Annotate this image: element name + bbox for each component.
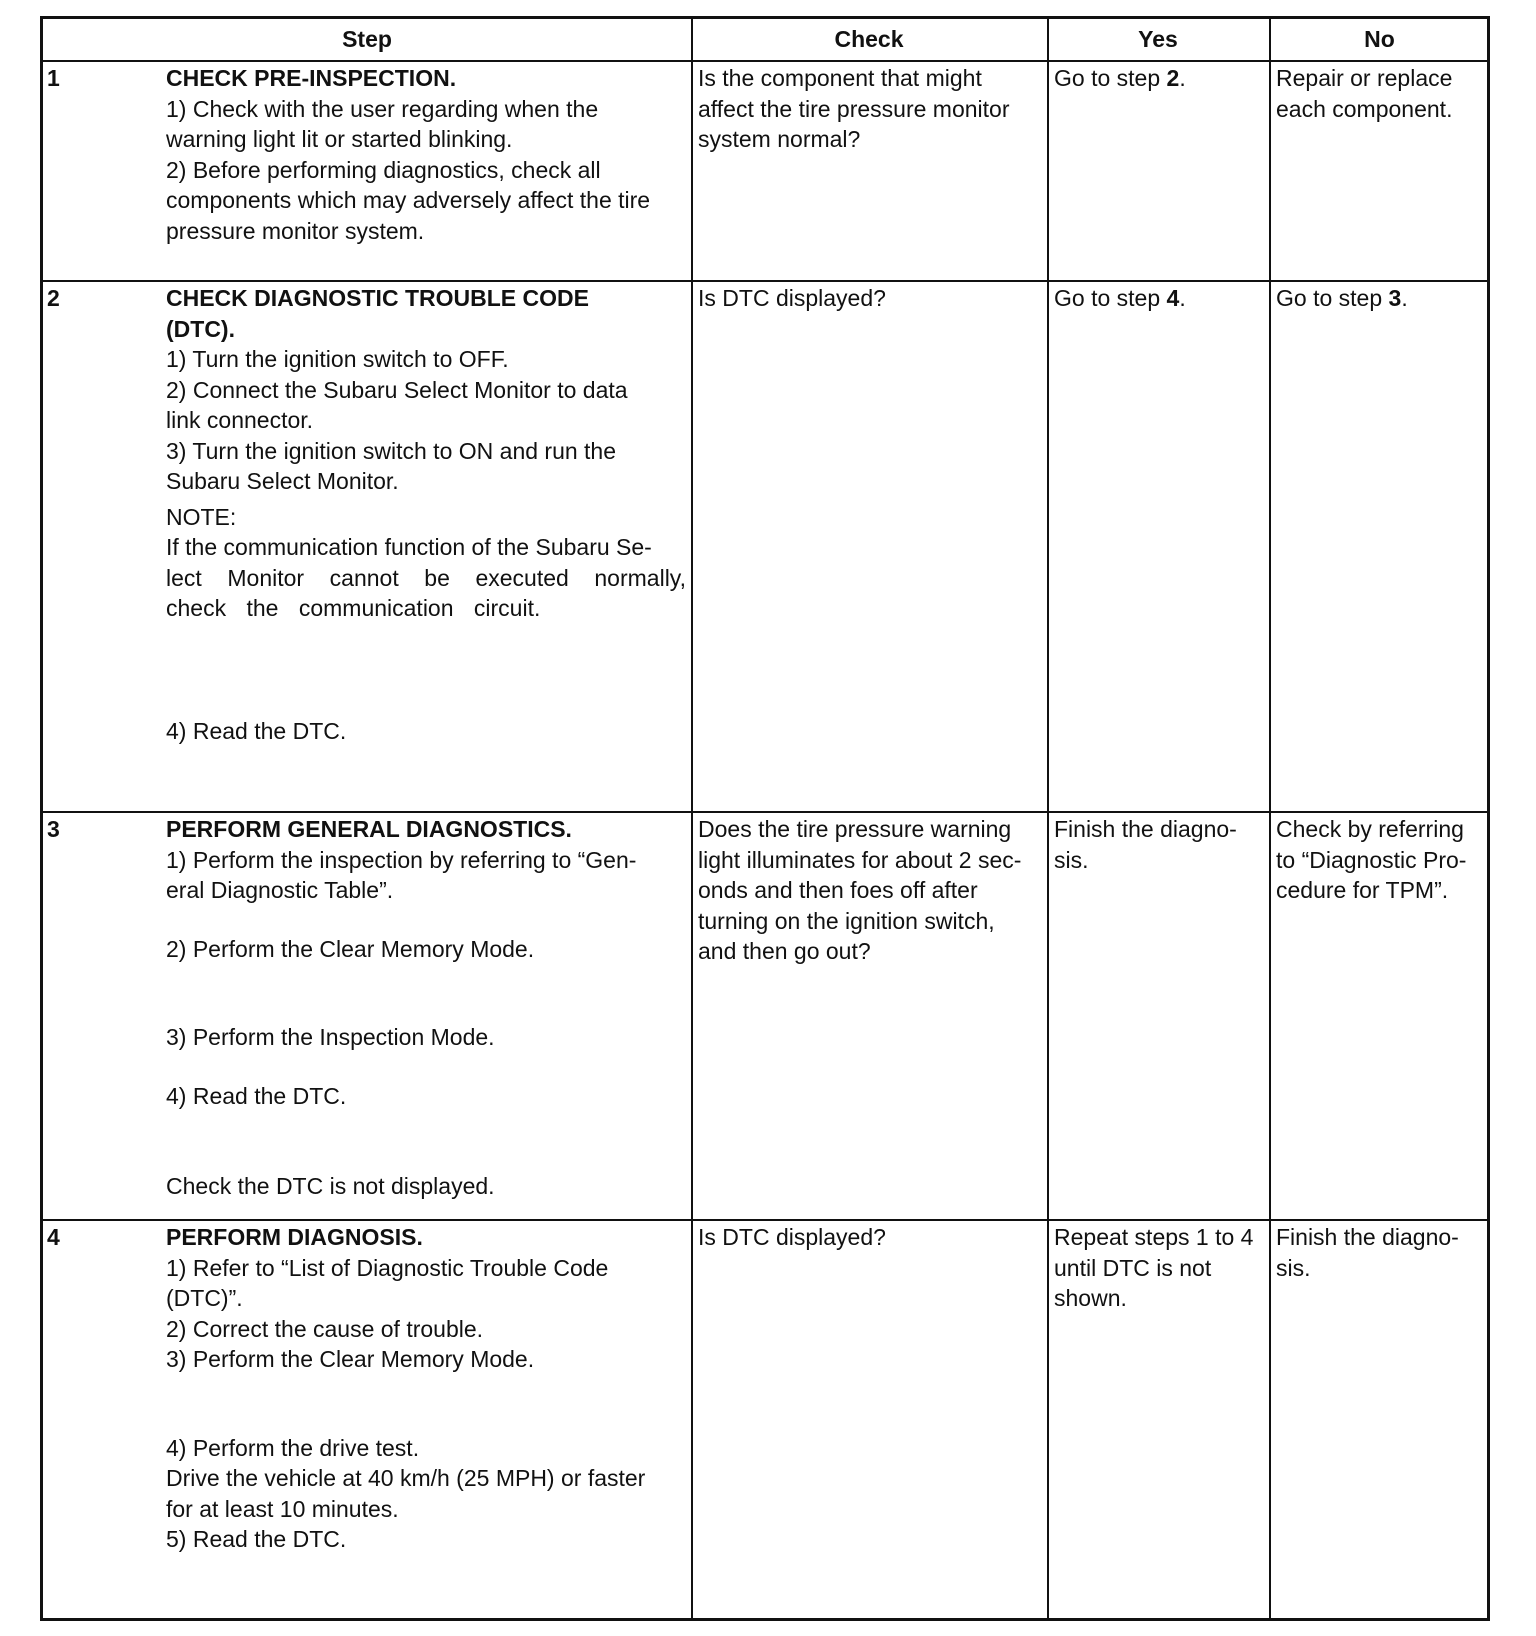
instruction-line: 2) Correct the cause of trouble. <box>166 1315 484 1342</box>
instruction-line: (DTC)”. <box>166 1285 243 1311</box>
note-line: check the communication circuit. <box>166 595 541 621</box>
step-number: 4 <box>47 1224 60 1250</box>
yes-text: Go to step <box>1054 65 1167 91</box>
row-divider <box>43 60 1487 62</box>
instruction-line: 2) Before performing diagnostics, check all <box>166 156 601 183</box>
check-line: Is DTC displayed? <box>698 285 886 311</box>
yes-action <box>1054 814 1266 875</box>
instruction-line: Subaru Select Monitor. <box>166 468 399 494</box>
instruction-line: 3) Turn the ignition switch to ON and run the <box>166 437 617 464</box>
check-line: and then go out? <box>698 938 871 964</box>
step-ref: 3 <box>1388 285 1402 311</box>
no-line: Repair or replace <box>1276 65 1453 91</box>
check-line: light illuminates for about 2 sec- <box>698 846 1022 873</box>
instruction-line: Drive the vehicle at 40 km/h (25 MPH) or faster <box>166 1465 646 1491</box>
column-divider <box>691 19 693 1618</box>
row-divider <box>43 1219 1487 1221</box>
no-action <box>1276 1222 1488 1283</box>
check-line: Is DTC displayed? <box>698 1224 886 1250</box>
instruction-line: eral Diagnostic Table”. <box>166 877 394 903</box>
check-line: Does the tire pressure warning <box>698 816 1012 842</box>
header-no: No <box>1364 26 1395 52</box>
no-action <box>1276 814 1488 906</box>
no-text: . <box>1401 285 1408 311</box>
instruction-line: 3) Perform the Clear Memory Mode. <box>166 1346 535 1372</box>
header-check: Check <box>834 26 904 52</box>
step-number: 2 <box>47 285 60 311</box>
instruction-line: 2) Perform the Clear Memory Mode. <box>166 935 535 962</box>
instruction-line: 4) Perform the drive test. <box>166 1434 420 1461</box>
instruction-line: for at least 10 minutes. <box>166 1495 399 1522</box>
check-question <box>698 63 1043 155</box>
check-line: affect the tire pressure monitor <box>698 95 1010 122</box>
yes-line: sis. <box>1054 846 1089 873</box>
row-divider <box>43 280 1487 282</box>
check-line: Is the component that might <box>698 65 982 91</box>
instruction-line: 1) Refer to “List of Diagnostic Trouble Code <box>166 1254 609 1281</box>
no-action <box>1276 63 1488 124</box>
instruction-line: 4) Read the DTC. <box>166 1082 347 1109</box>
yes-line: Finish the diagno- <box>1054 816 1237 842</box>
step-ref: 4 <box>1166 285 1180 311</box>
instruction-line: 1) Perform the inspection by referring to “Gen- <box>166 846 637 873</box>
instruction-line: Check the DTC is not displayed. <box>166 1173 495 1199</box>
no-line: Check by referring <box>1276 816 1464 842</box>
instruction-line: link connector. <box>166 407 314 433</box>
diagnostic-table <box>40 16 1490 1621</box>
no-action <box>1276 283 1488 314</box>
instruction-line: warning light lit or started blinking. <box>166 126 513 152</box>
check-question <box>698 1222 1043 1253</box>
step-instructions <box>166 1222 686 1555</box>
instruction-line: pressure monitor system. <box>166 217 425 244</box>
yes-text: Go to step <box>1054 285 1167 311</box>
check-line: system normal? <box>698 126 861 152</box>
row-divider <box>43 811 1487 813</box>
header-step: Step <box>342 26 392 52</box>
step-number: 3 <box>47 816 60 842</box>
instruction-line: components which may adversely affect the tire <box>166 187 651 213</box>
step-ref: 2 <box>1166 65 1180 91</box>
yes-line: shown. <box>1054 1285 1127 1311</box>
instruction-line: 5) Read the DTC. <box>166 1526 347 1552</box>
yes-line: Repeat steps 1 to 4 <box>1054 1224 1254 1250</box>
check-question <box>698 814 1043 967</box>
step-title: PERFORM DIAGNOSIS. <box>166 1224 423 1250</box>
check-line: turning on the ignition switch, <box>698 907 995 934</box>
no-line: cedure for TPM”. <box>1276 877 1449 903</box>
yes-action <box>1054 283 1266 314</box>
step-instructions <box>166 63 686 246</box>
step-number: 1 <box>47 65 60 91</box>
note-line: If the communication function of the Subaru Se- <box>166 534 652 560</box>
column-divider <box>1047 19 1049 1618</box>
step-title: CHECK DIAGNOSTIC TROUBLE CODE <box>166 285 589 311</box>
no-line: Finish the diagno- <box>1276 1224 1459 1250</box>
step-title: (DTC). <box>166 315 235 342</box>
instruction-line: 1) Turn the ignition switch to OFF. <box>166 346 509 372</box>
yes-text: . <box>1179 285 1186 311</box>
instruction-line: 1) Check with the user regarding when the <box>166 95 599 122</box>
no-line: each component. <box>1276 95 1453 122</box>
step-instructions <box>166 283 686 746</box>
instruction-line: 4) Read the DTC. <box>166 717 347 744</box>
note-label: NOTE: <box>166 503 237 530</box>
instruction-line: 3) Perform the Inspection Mode. <box>166 1024 495 1050</box>
no-line: sis. <box>1276 1254 1311 1281</box>
check-question <box>698 283 1043 314</box>
column-divider <box>1269 19 1271 1618</box>
check-line: onds and then foes off after <box>698 877 978 903</box>
no-text: Go to step <box>1276 285 1389 311</box>
yes-action <box>1054 1222 1266 1314</box>
instruction-line: 2) Connect the Subaru Select Monitor to data <box>166 376 628 403</box>
header-yes: Yes <box>1138 26 1178 52</box>
note-line: lect Monitor cannot be executed normally, <box>166 564 686 591</box>
no-line: to “Diagnostic Pro- <box>1276 846 1467 873</box>
step-instructions <box>166 814 686 1202</box>
step-title: CHECK PRE-INSPECTION. <box>166 65 457 91</box>
yes-text: . <box>1179 65 1186 91</box>
step-title: PERFORM GENERAL DIAGNOSTICS. <box>166 816 572 842</box>
yes-action <box>1054 63 1266 94</box>
yes-line: until DTC is not <box>1054 1254 1212 1281</box>
